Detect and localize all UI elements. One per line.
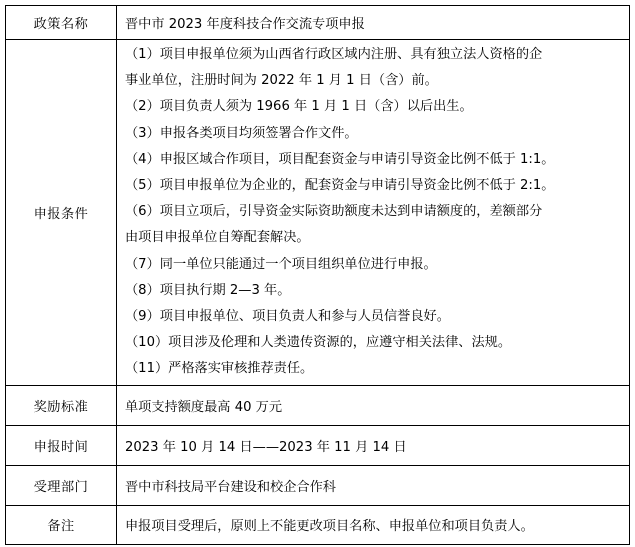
condition-line: （8）项目执行期 2—3 年。	[125, 282, 291, 298]
policy-name-value: 晋中市 2023 年度科技合作交流专项申报	[117, 6, 630, 40]
policy-table	[5, 5, 630, 545]
condition-line: （10）项目涉及伦理和人类遗传资源的，应遵守相关法律、法规。	[125, 335, 512, 351]
condition-line: （2）项目负责人须为 1966 年 1 月 1 日（含）以后出生。	[125, 99, 473, 115]
condition-line: 事业单位，注册时间为 2022 年 1 月 1 日（含）前。	[125, 73, 438, 89]
row-reward	[6, 385, 630, 425]
condition-line: （7）同一单位只能通过一个项目组织单位进行申报。	[125, 256, 437, 272]
row-conditions	[6, 40, 630, 386]
condition-line: （9）项目申报单位、项目负责人和参与人员信誉良好。	[125, 309, 450, 325]
period-value: 2023 年 10 月 14 日——2023 年 11 月 14 日	[117, 425, 630, 465]
conditions-value	[117, 40, 630, 386]
conditions-label: 申报条件	[6, 40, 117, 386]
remarks-label: 备注	[6, 505, 117, 544]
period-label: 申报时间	[6, 425, 117, 465]
condition-line: （11）严格落实审核推荐责任。	[125, 361, 314, 377]
remarks-value: 申报项目受理后，原则上不能更改项目名称、申报单位和项目负责人。	[117, 505, 630, 544]
policy-name-label: 政策名称	[6, 6, 117, 40]
condition-line: （5）项目申报单位为企业的，配套资金与申请引导资金比例不低于 2:1。	[125, 178, 555, 194]
department-value: 晋中市科技局平台建设和校企合作科	[117, 465, 630, 505]
department-label: 受理部门	[6, 465, 117, 505]
condition-line: （6）项目立项后，引导资金实际资助额度未达到申请额度的，差额部分	[125, 204, 543, 220]
condition-line: 由项目申报单位自筹配套解决。	[125, 230, 310, 246]
row-department	[6, 465, 630, 505]
condition-line: （1）项目申报单位须为山西省行政区域内注册、具有独立法人资格的企	[125, 47, 543, 62]
condition-line: （4）申报区域合作项目，项目配套资金与申请引导资金比例不低于 1:1。	[125, 151, 555, 167]
condition-line: （3）申报各类项目均须签署合作文件。	[125, 125, 358, 141]
row-period	[6, 425, 630, 465]
reward-value: 单项支持额度最高 40 万元	[117, 385, 630, 425]
row-policy-name	[6, 6, 630, 40]
row-remarks	[6, 505, 630, 544]
reward-label: 奖励标准	[6, 385, 117, 425]
